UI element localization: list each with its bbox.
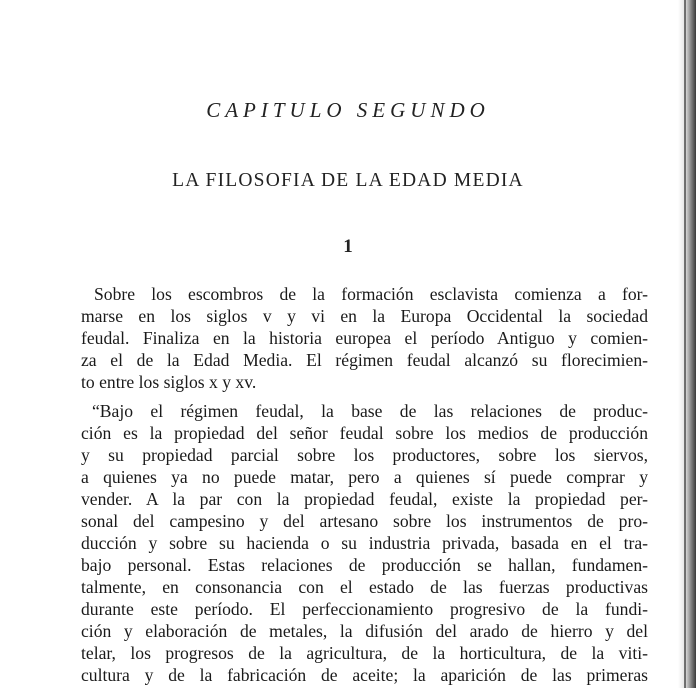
paragraph-2-line: “Bajo el régimen feudal, la base de las relaciones de produc- xyxy=(92,401,648,421)
chapter-heading: CAPITULO SEGUNDO xyxy=(206,98,490,122)
paragraph-1-line: Sobre los escombros de la formación esclavista comienza a for- xyxy=(94,284,648,304)
paragraph-1-line: feudal. Finaliza en la historia europea el período Antiguo y comien- xyxy=(81,328,648,348)
paragraph-2-line: cultura y de la fabricación de aceite; la aparición de las primeras xyxy=(81,665,648,685)
paragraph-2-line: ción y elaboración de metales, la difusión del arado de hierro y del xyxy=(81,621,648,641)
paragraph-2-line: a quienes ya no puede matar, pero a quienes sí puede comprar y xyxy=(81,467,648,487)
paragraph-2-line: talmente, en consonancia con el estado de las fuerzas productivas xyxy=(81,577,648,597)
paragraph-2-line: bajo personal. Estas relaciones de producción se hallan, fundamen- xyxy=(81,555,648,575)
paragraph-2-line: telar, los progresos de la agricultura, de la horticultura, de la viti- xyxy=(81,643,648,663)
paragraph-2-line: vender. A la par con la propiedad feudal, existe la propiedad per- xyxy=(81,489,648,509)
paragraph-2-line: durante este período. El perfeccionamiento progresivo de la fundi- xyxy=(81,599,648,619)
paragraph-1-line: to entre los siglos x y xv. xyxy=(81,372,257,392)
paragraph-2-line: sonal del campesino y del artesano sobre los instrumentos de pro- xyxy=(81,511,648,531)
chapter-title: LA FILOSOFIA DE LA EDAD MEDIA xyxy=(172,170,524,191)
paragraph-2-line: ción es la propiedad del señor feudal sobre los medios de producción xyxy=(81,423,648,443)
paragraph-1-line: marse en los siglos v y vi en la Europa Occidental la sociedad xyxy=(81,306,648,326)
paragraph-2-line: ducción y sobre su hacienda o su industria privada, basada en el tra- xyxy=(81,533,648,553)
section-number: 1 xyxy=(343,236,353,257)
paragraph-2-line: y su propiedad parcial sobre los productores, sobre los siervos, xyxy=(81,445,648,465)
paragraph-1-line: za el de la Edad Media. El régimen feudal alcanzó su florecimien- xyxy=(81,350,648,370)
